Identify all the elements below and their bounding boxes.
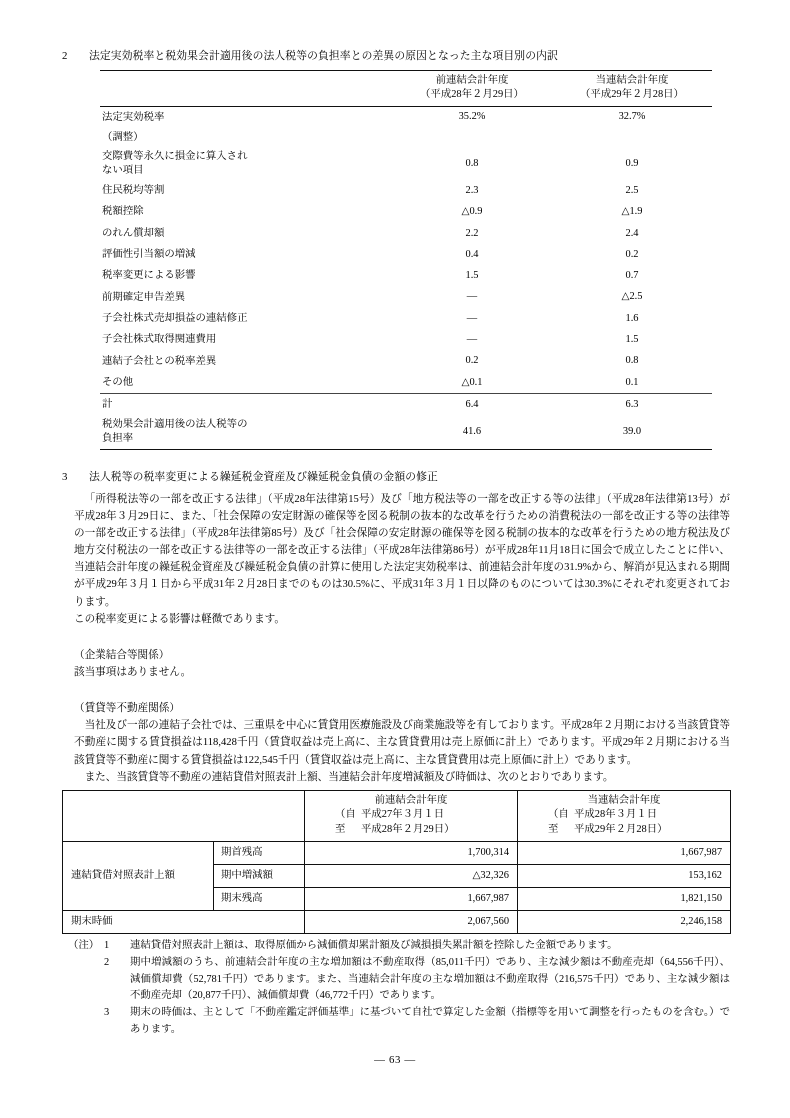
rate-row-prior-value: 41.6 (462, 426, 482, 438)
fair-value-current: 2,246,158 (518, 911, 731, 934)
section-3-number: 3 (62, 470, 68, 483)
rate-row-current-value: 0.2 (625, 248, 639, 260)
note-text: 連結貸借対照表計上額は、取得原価から減価償却累計額及び減損損失累計額を控除した金額であります。 (130, 940, 618, 952)
table-row (63, 911, 731, 934)
note-index: 2 (104, 957, 110, 969)
prop-row-sublabel: 期末残高 (214, 888, 305, 911)
section-3-paragraph-1: 「所得税法等の一部を改正する法律」（平成28年法律第15号）及び「地方税法等の一部を改正する等の法律」（平成28年法律第13号）が平成28年３月29日に、また、「社会保障の安定財源の確保等を図る税制の抜本的な改革を行うための消費税法の一部を改正する等の法律等の一部を改正する法律」（平成28年法律第85号）及び「社会保障の安定財源の確保等を図る税制の抜本的な改革を行うための地方税法及び地方交付税法の一部を改正する法律等の一部を改正する法律」（平成28年法律第86号）が平成28年11月18日に国会で成立したことに伴い、当連結会計年度の繰延税金資産及び繰延税金負債の計算に使用した法定実効税率は、前連結会計年度の31.9%から、解消が見込まれる期間が平成29年３月１日から平成31年２月28日までのものは30.5%に、平成31年３月１日以降のものについては30.3%にそれぞれ変更されております。 (74, 493, 730, 608)
rate-row-label: 税額控除 (102, 206, 144, 218)
rate-row-current-value: 2.4 (625, 227, 639, 239)
prop-current-from (526, 808, 722, 822)
table-row (63, 841, 731, 864)
fair-value-label: 期末時価 (63, 911, 305, 934)
current-period-title: 当連結会計年度 (595, 74, 669, 86)
section-3-title: 法人税等の税率変更による繰延税金資産及び繰延税金負債の金額の修正 (89, 470, 438, 483)
rental-property-table (62, 790, 731, 935)
page-content (62, 48, 730, 1038)
table-row (100, 330, 712, 351)
rate-row-label: 税率変更による影響 (102, 270, 196, 282)
business-combination-heading: （企業結合等関係） (74, 649, 170, 661)
rate-row-current-value: △1.9 (621, 206, 643, 218)
rate-row-current-value: 0.1 (625, 376, 639, 388)
prop-table-header-current (518, 790, 731, 841)
prop-row-current-value: 1,821,150 (518, 888, 731, 911)
rate-row-prior-value: △0.1 (461, 376, 483, 388)
table-row (100, 180, 712, 201)
rate-row-current-value: 39.0 (622, 426, 642, 438)
table-row (100, 308, 712, 329)
rate-row-prior-value: 2.3 (465, 184, 479, 196)
rate-table-body (100, 106, 712, 449)
table-row (100, 287, 712, 308)
prop-row-current-value: 1,667,987 (518, 841, 731, 864)
table-row (100, 223, 712, 244)
rate-row-prior-value: 35.2% (458, 111, 486, 123)
rate-row-current-value: 1.5 (625, 334, 639, 346)
fair-value-prior: 2,067,560 (305, 911, 518, 934)
rate-row-label: 住民税均等割 (102, 185, 165, 197)
section-2-title: 法定実効税率と税効果会計適用後の法人税等の負担率との差異の原因となった主な項目別の内訳 (89, 50, 558, 62)
prop-row-prior-value: 1,667,987 (305, 888, 518, 911)
prop-table-header-blank (63, 790, 305, 841)
rental-property-heading: （賃貸等不動産関係） (74, 703, 180, 715)
note-index: 3 (104, 1007, 110, 1019)
rate-table-header-prior (392, 70, 552, 106)
note-item (62, 1005, 730, 1038)
rate-row-current-value: 0.9 (625, 157, 639, 169)
rate-row-label: その他 (102, 376, 134, 388)
prop-prior-from-mark: （自 (335, 809, 356, 821)
prop-current-to-mark: 至 (548, 823, 559, 835)
table-row (100, 372, 712, 394)
rate-table-header-label (100, 70, 392, 106)
prop-table-header-prior (305, 790, 518, 841)
section-3-paragraph-2: この税率変更による影響は軽微であります。 (74, 613, 286, 625)
rate-row-current-value: 1.6 (625, 312, 639, 324)
section-2-heading (62, 48, 730, 65)
rate-row-prior-value: — (466, 291, 478, 303)
prop-current-to-date: 平成29年２月28日） (574, 823, 668, 835)
rate-row-current-value: △2.5 (621, 291, 643, 303)
rate-row-current-value (552, 128, 712, 147)
rate-row-prior-value: 0.4 (465, 248, 479, 260)
note-item (62, 955, 730, 1005)
rate-row-label: 子会社株式売却損益の連結修正 (102, 312, 248, 324)
prop-prior-from-date: 平成27年３月１日 (361, 809, 445, 821)
prop-current-title: 当連結会計年度 (587, 794, 661, 806)
table-row (100, 244, 712, 265)
rate-row-prior-value: 1.5 (465, 270, 479, 282)
rate-row-prior-value: — (466, 312, 478, 324)
rate-row-label: 子会社株式取得関連費用 (102, 334, 217, 346)
rate-row-prior-value: △0.9 (461, 206, 483, 218)
rate-row-label: 法定実効税率 (102, 111, 165, 123)
tax-rate-reconciliation-table (100, 70, 712, 450)
rate-row-prior-value: 0.8 (465, 157, 479, 169)
prior-period-date: （平成28年２月29日） (420, 88, 524, 100)
prop-current-from-mark: （自 (548, 809, 569, 821)
prop-table-body (63, 841, 731, 934)
rate-row-current-value: 32.7% (618, 111, 646, 123)
prop-group-label: 連結貸借対照表計上額 (63, 841, 214, 910)
rate-row-label: 前期確定申告差異 (102, 291, 186, 303)
prop-row-sublabel: 期中増減額 (214, 865, 305, 888)
note-text: 期末の時価は、主として「不動産鑑定評価基準」に基づいて自社で算定した金額（指標等を用いて調整を行ったものを含む。）であります。 (130, 1007, 730, 1035)
rental-property-paragraph-2: また、当該賃貸等不動産の連結貸借対照表計上額、当連結会計年度増減額及び時価は、次のとおりであります。 (84, 771, 614, 783)
table-row (100, 106, 712, 128)
rate-row-label: のれん償却額 (102, 227, 165, 239)
rate-row-prior-value: 0.2 (465, 355, 479, 367)
rate-row-label: （調整） (102, 131, 144, 143)
section-2-number: 2 (62, 50, 68, 62)
rate-row-current-value: 0.8 (625, 355, 639, 367)
rate-row-label: 計 (100, 394, 392, 416)
rate-row-prior-value (392, 128, 552, 147)
rate-row-current-value: 0.7 (625, 270, 639, 282)
section-3-heading (62, 469, 730, 486)
prop-table-header-row (63, 790, 731, 841)
prop-row-prior-value: △32,326 (305, 865, 518, 888)
prop-prior-to (313, 823, 509, 837)
notes-marker: （注） (68, 940, 100, 952)
rental-property-notes (62, 938, 730, 1038)
note-text: 期中増減額のうち、前連結会計年度の主な増加額は不動産取得（85,011千円）であり、主な減少額は不動産売却（64,556千円）、減価償却費（52,781千円）であります。また、当連結会計年度の主な増加額は不動産取得（216,575千円）であり、主な減少額は不動産売却（20,877千円）、減価償却費（46,772千円）であります。 (130, 957, 730, 1002)
table-row (100, 128, 712, 147)
rate-table-head (100, 70, 712, 106)
page-number-footer: — 63 — (374, 1054, 416, 1066)
prop-row-sublabel: 期首残高 (214, 841, 305, 864)
note-index: 1 (104, 940, 110, 952)
rate-row-label: 連結子会社との税率差異 (102, 355, 217, 367)
rate-table-header-row (100, 70, 712, 106)
prop-row-current-value: 153,162 (518, 865, 731, 888)
rate-row-label: 評価性引当額の増減 (102, 248, 196, 260)
prop-prior-to-mark: 至 (335, 823, 346, 835)
prop-row-prior-value: 1,700,314 (305, 841, 518, 864)
prior-period-title: 前連結会計年度 (435, 74, 509, 86)
rate-row-current-value: 6.3 (552, 394, 712, 416)
table-row (100, 266, 712, 287)
prop-current-from-date: 平成28年３月１日 (574, 809, 658, 821)
rate-row-prior-value: 6.4 (392, 394, 552, 416)
rate-row-prior-value: 2.2 (465, 227, 479, 239)
rental-property-paragraph-1: 当社及び一部の連結子会社では、三重県を中心に賃貸用医療施設及び商業施設等を有しております。平成28年２月期における当該賃貸等不動産に関する賃貸損益は118,428千円（賃貸収益は売上高に、主な賃貸費用は売上原価に計上）であります。平成29年２月期における当該賃貸等不動産に関する賃貸損益は122,545千円（賃貸収益は売上高に、主な賃貸費用は売上原価に計上）であります。 (74, 720, 730, 766)
prop-prior-to-date: 平成28年２月29日） (361, 823, 455, 835)
rate-row-label: 交際費等永久に損金に算入され ない項目 (102, 150, 248, 176)
note-item (62, 938, 730, 955)
business-combination-body: 該当事項はありません。 (74, 666, 192, 678)
table-row (100, 202, 712, 223)
table-row (100, 416, 712, 450)
prop-prior-title: 前連結会計年度 (374, 794, 448, 806)
rate-row-prior-value: — (466, 334, 478, 346)
prop-prior-from (313, 808, 509, 822)
table-row (100, 147, 712, 180)
rate-table-header-current (552, 70, 712, 106)
rate-row-current-value: 2.5 (625, 184, 639, 196)
current-period-date: （平成29年２月28日） (580, 88, 684, 100)
table-row (100, 351, 712, 372)
prop-current-to (526, 823, 722, 837)
table-row (100, 394, 712, 416)
prop-table-head (63, 790, 731, 841)
rate-row-label: 税効果会計適用後の法人税等の 負担率 (102, 419, 248, 445)
